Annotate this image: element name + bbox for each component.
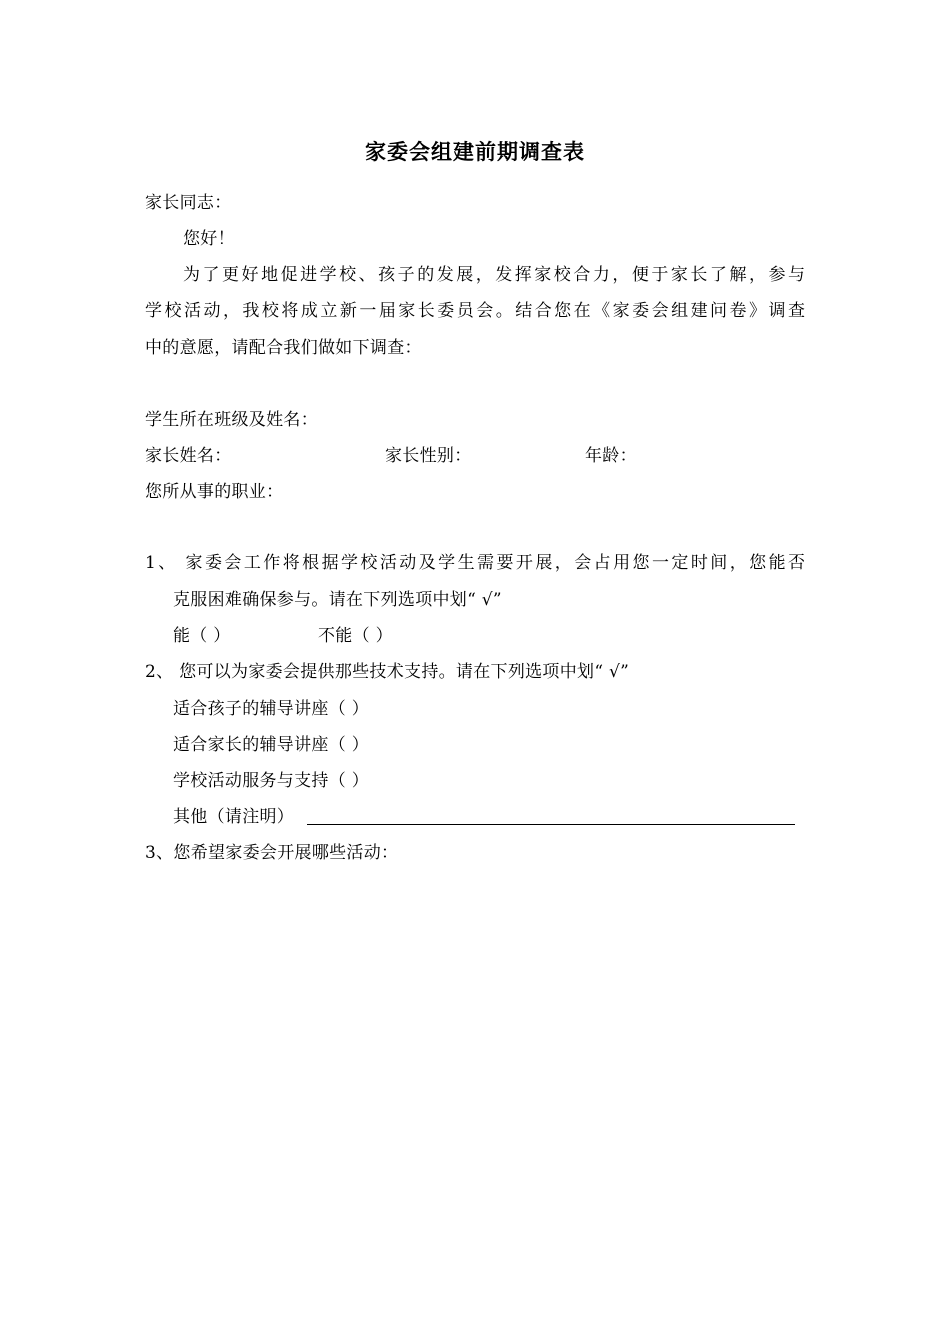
greeting: 您好！ bbox=[183, 229, 235, 249]
question-2-other-blank bbox=[307, 824, 795, 825]
field-age: 年龄： bbox=[585, 446, 637, 466]
intro-line-1: 为了更好地促进学校、孩子的发展，发挥家校合力，便于家长了解，参与 bbox=[183, 265, 805, 285]
intro-line-2: 学校活动，我校将成立新一届家长委员会。结合您在《家委会组建问卷》调查 bbox=[145, 301, 805, 321]
question-2-option-2: 适合家长的辅导讲座（ ） bbox=[173, 735, 370, 755]
question-1-option-no: 不能（ ） bbox=[318, 626, 393, 646]
question-1-option-yes: 能（ ） bbox=[173, 626, 231, 646]
salutation: 家长同志： bbox=[145, 193, 232, 213]
field-parent-gender: 家长性别： bbox=[385, 446, 472, 466]
intro-line-3: 中的意愿，请配合我们做如下调查： bbox=[145, 338, 422, 358]
question-1-line-1: 1、 家委会工作将根据学校活动及学生需要开展，会占用您一定时间，您能否 bbox=[145, 553, 805, 573]
document-title: 家委会组建前期调查表 bbox=[365, 139, 585, 164]
field-parent-name: 家长姓名： bbox=[145, 446, 232, 466]
question-2-other-label: 其他（请注明） bbox=[173, 807, 295, 827]
question-2-line-1: 2、 您可以为家委会提供那些技术支持。请在下列选项中划“ √” bbox=[145, 662, 630, 682]
field-occupation: 您所从事的职业： bbox=[145, 482, 284, 502]
question-3-line-1: 3、您希望家委会开展哪些活动： bbox=[145, 843, 399, 863]
question-1-line-2: 克服困难确保参与。请在下列选项中划“ √” bbox=[173, 590, 502, 610]
field-student-class-name: 学生所在班级及姓名： bbox=[145, 410, 318, 430]
question-2-option-1: 适合孩子的辅导讲座（ ） bbox=[173, 699, 370, 719]
question-2-option-3: 学校活动服务与支持（ ） bbox=[173, 771, 370, 791]
